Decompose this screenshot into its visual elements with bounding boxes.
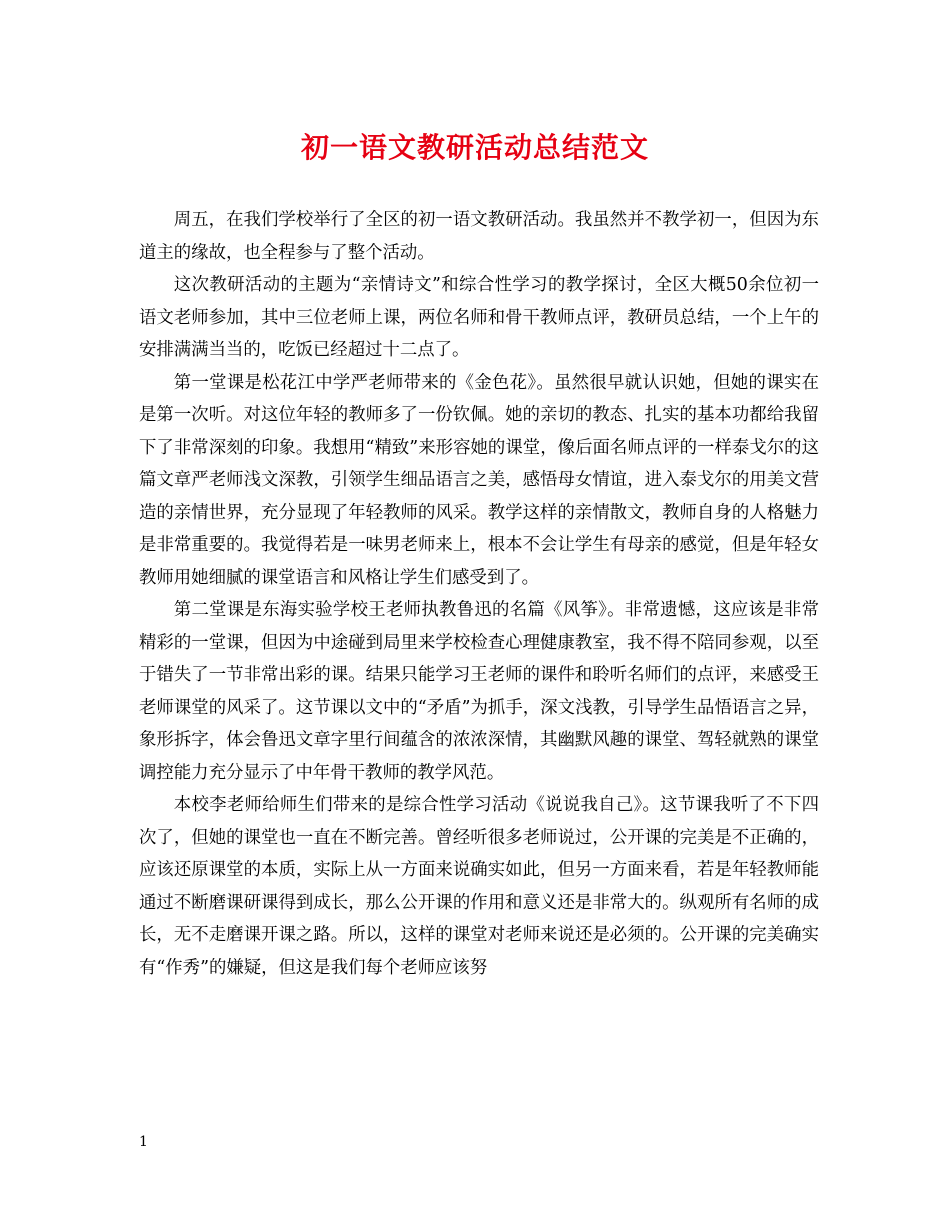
document-body xyxy=(139,204,819,984)
paragraph: 本校李老师给师生们带来的是综合性学习活动《说说我自己》。这节课我听了不下四次了，但她的课堂也一直在不断完善。曾经听很多老师说过，公开课的完美是不正确的，应该还原课堂的本质，实际上从一方面来说确实如此，但另一方面来看，若是年轻教师能通过不断磨课研课得到成长，那么公开课的作用和意义还是非常大的。纵观所有名师的成长，无不走磨课开课之路。所以，这样的课堂对老师来说还是必须的。公开课的完美确实有“作秀”的嫌疑，但这是我们每个老师应该努 xyxy=(139,795,819,978)
paragraph: 周五，在我们学校举行了全区的初一语文教研活动。我虽然并不教学初一，但因为东道主的缘故，也全程参与了整个活动。 xyxy=(139,210,819,263)
paragraph: 第二堂课是东海实验学校王老师执教鲁迅的名篇《风筝》。非常遗憾，这应该是非常精彩的一堂课，但因为中途碰到局里来学校检查心理健康教室，我不得不陪同参观，以至于错失了一节非常出彩的课。结果只能学习王老师的课件和聆听名师们的点评，来感受王老师课堂的风采了。这节课以文中的“矛盾”为抓手，深文浅教，引导学生品悟语言之异，象形拆字，体会鲁迅文章字里行间蕴含的浓浓深情，其幽默风趣的课堂、驾轻就熟的课堂调控能力充分显示了中年骨干教师的教学风范。 xyxy=(139,600,819,783)
page-number: 1 xyxy=(139,1134,148,1150)
paragraph: 第一堂课是松花江中学严老师带来的《金色花》。虽然很早就认识她，但她的课实在是第一次听。对这位年轻的教师多了一份钦佩。她的亲切的教态、扎实的基本功都给我留下了非常深刻的印象。我想用“精致”来形容她的课堂，像后面名师点评的一样泰戈尔的这篇文章严老师浅文深教，引领学生细品语言之美，感悟母女情谊，进入泰戈尔的用美文营造的亲情世界，充分显现了年轻教师的风采。教学这样的亲情散文，教师自身的人格魅力是非常重要的。我觉得若是一味男老师来上，根本不会让学生有母亲的感觉，但是年轻女教师用她细腻的课堂语言和风格让学生们感受到了。 xyxy=(139,372,819,588)
paragraph: 这次教研活动的主题为“亲情诗文”和综合性学习的教学探讨，全区大概50余位初一语文老师参加，其中三位老师上课，两位名师和骨干教师点评，教研员总结，一个上午的安排满满当当的，吃饭已经超过十二点了。 xyxy=(139,275,819,360)
document-title: 初一语文教研活动总结范文 xyxy=(300,131,649,164)
